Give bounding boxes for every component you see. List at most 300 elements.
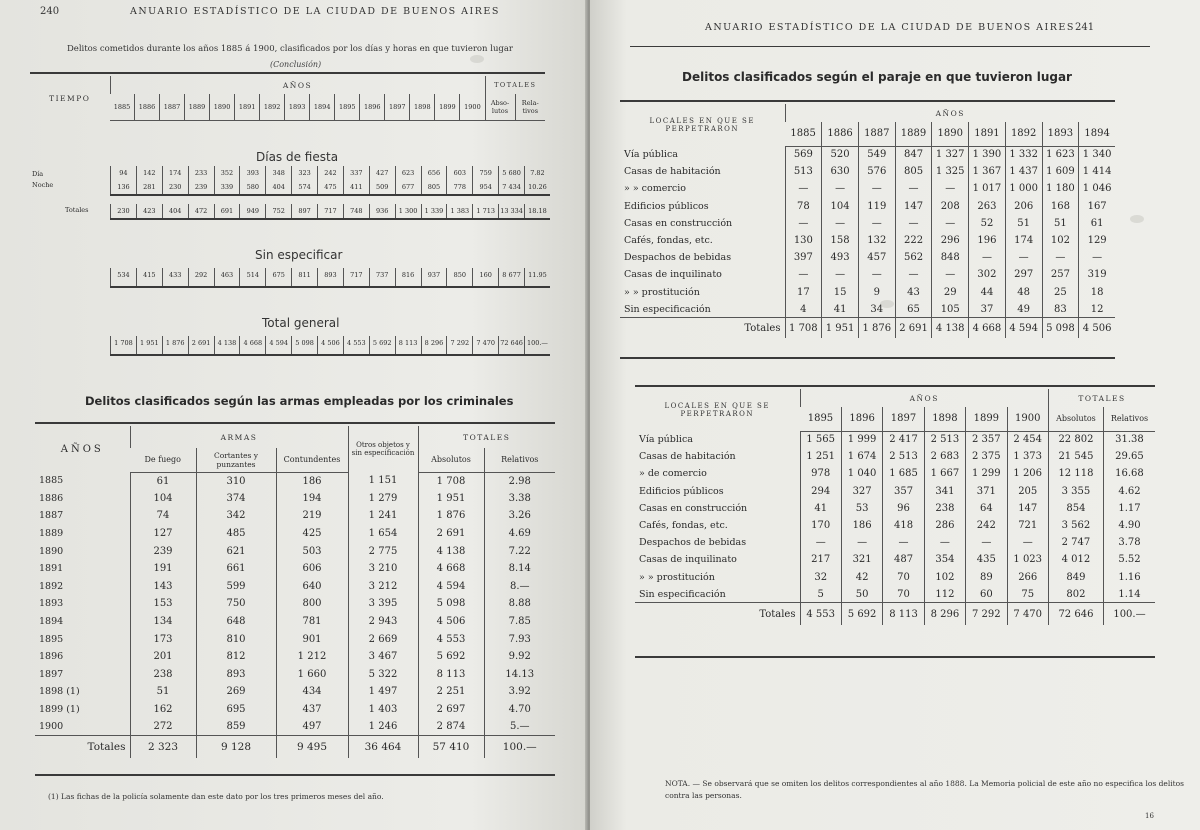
armas-cell-cont: 186 xyxy=(276,472,348,490)
table-cell: 4.62 xyxy=(1103,483,1155,500)
table-cell: — xyxy=(966,534,1007,551)
noche-cell: 778 xyxy=(446,180,472,194)
armas-cell-otros: 1 497 xyxy=(348,683,418,701)
table-cell: 2 375 xyxy=(966,448,1007,465)
table-cell: 2 417 xyxy=(883,431,924,448)
fiesta_totales-cell: 13 334 xyxy=(498,204,524,218)
armas-cell-rel: 8.88 xyxy=(484,595,555,613)
table-row xyxy=(35,718,555,736)
fiesta_totales-cell: 717 xyxy=(317,204,343,218)
table-cell: 3 355 xyxy=(1048,483,1103,500)
armas-cell-abs: 5 692 xyxy=(418,648,484,666)
year-header: 1887 xyxy=(159,94,184,120)
armas-cell-otros: 3 467 xyxy=(348,648,418,666)
table-row xyxy=(635,483,1155,500)
table-cell: 286 xyxy=(924,517,965,534)
table-cell: 206 xyxy=(1005,198,1042,215)
table-cell: 341 xyxy=(924,483,965,500)
table-cell: — xyxy=(785,215,822,232)
table-cell: 78 xyxy=(785,198,822,215)
table-cell: — xyxy=(895,266,932,283)
table-cell: 849 xyxy=(1048,569,1103,586)
table-cell: 5.52 xyxy=(1103,551,1155,568)
armas-totales-header: TOTALES xyxy=(418,426,555,448)
armas-cell-abs: 4 668 xyxy=(418,560,484,578)
table-cell: 397 xyxy=(785,249,822,266)
armas-cell-abs: 1 876 xyxy=(418,507,484,525)
year-header: 1899 xyxy=(966,407,1007,431)
table-row xyxy=(35,578,555,596)
armas-cell-cont: 194 xyxy=(276,490,348,508)
year-header: 1895 xyxy=(335,94,360,120)
relativos-header: Relativos xyxy=(1103,407,1155,431)
armas-cell-rel: 3.92 xyxy=(484,683,555,701)
dia-cell: 427 xyxy=(369,166,395,180)
armas-cell-otros: 5 322 xyxy=(348,666,418,684)
rule xyxy=(30,72,545,74)
dia-cell: 242 xyxy=(317,166,343,180)
table-cell: — xyxy=(800,534,841,551)
armas-cell-cort: 695 xyxy=(196,701,276,719)
sin-cell: 811 xyxy=(291,268,317,286)
table-cell: 3.78 xyxy=(1103,534,1155,551)
armas-cell-cort: 859 xyxy=(196,718,276,736)
table-cell: 4.90 xyxy=(1103,517,1155,534)
table-cell: 513 xyxy=(785,163,822,180)
armas-cell-cort: 750 xyxy=(196,595,276,613)
table-row xyxy=(620,180,1115,197)
table-cell: 75 xyxy=(1007,586,1048,603)
total-cell: 1 876 xyxy=(858,318,895,338)
table-cell: 297 xyxy=(1005,266,1042,283)
total-cell: 1 951 xyxy=(136,336,162,354)
table-cell: — xyxy=(924,534,965,551)
armas-cell-rel: 5.— xyxy=(484,718,555,736)
armas-cell-otros: 3 210 xyxy=(348,560,418,578)
year-label: 1900 xyxy=(39,721,64,733)
armas-cell-fuego: 239 xyxy=(130,542,196,560)
armas-cell-fuego: 104 xyxy=(130,490,196,508)
table-cell: 37 xyxy=(969,301,1006,318)
total-cell: 7 470 xyxy=(472,336,498,354)
table-cell: 12 xyxy=(1079,301,1115,318)
table-cell: 44 xyxy=(969,284,1006,301)
year-header: 1887 xyxy=(858,122,895,146)
table-cell: 1 180 xyxy=(1042,180,1079,197)
table-cell: 847 xyxy=(895,146,932,163)
year-header: 1890 xyxy=(932,122,969,146)
dia-cell: 142 xyxy=(136,166,162,180)
table-row xyxy=(635,500,1155,517)
place-label: Edificios públicos xyxy=(639,485,724,497)
year-label: 1895 xyxy=(39,633,64,645)
table-cell: 576 xyxy=(858,163,895,180)
total-cell: 7 470 xyxy=(1007,603,1048,625)
sin-cell: 160 xyxy=(472,268,498,286)
armas-cell-rel: 7.22 xyxy=(484,542,555,560)
armas-cell-abs: 4 553 xyxy=(418,630,484,648)
sin-cell: 433 xyxy=(162,268,188,286)
armas-cell-otros: 1 654 xyxy=(348,525,418,543)
fiesta_totales-cell: 936 xyxy=(369,204,395,218)
table-cell: 41 xyxy=(822,301,859,318)
rule xyxy=(635,656,1155,658)
year-label: 1898 (1) xyxy=(39,686,80,698)
armas-cell-cont: 1 212 xyxy=(276,648,348,666)
fiesta_totales-cell: 897 xyxy=(291,204,317,218)
armas-cell-cort: 648 xyxy=(196,613,276,631)
table-cell: 3 562 xyxy=(1048,517,1103,534)
year-header: 1899 xyxy=(435,94,460,120)
table-cell: 9 xyxy=(858,284,895,301)
table-caption: Delitos cometidos durante los años 1885 á 1900, clasificados por los días y horas en que tuvieron lugar xyxy=(66,44,513,54)
armas-total-relativos: 100.— xyxy=(484,736,555,758)
armas-header: ARMAS xyxy=(130,426,348,448)
table-cell: 266 xyxy=(1007,569,1048,586)
place-label: » » comercio xyxy=(624,183,686,195)
right-page xyxy=(590,0,1200,830)
armas-cell-otros: 2 943 xyxy=(348,613,418,631)
total-cell: 4 506 xyxy=(1079,318,1115,338)
place-label: Casas en construcción xyxy=(639,502,748,514)
armas-total-absolutos: 57 410 xyxy=(418,736,484,758)
armas-anos-header: AÑOS xyxy=(60,443,104,455)
place-label: Despachos de bebidas xyxy=(639,537,747,549)
anos-header: AÑOS xyxy=(110,76,485,94)
table-cell: 42 xyxy=(841,569,882,586)
table-row xyxy=(35,490,555,508)
place-label: » de comercio xyxy=(639,468,707,480)
noche-cell: 954 xyxy=(472,180,498,194)
table-cell: 5 xyxy=(800,586,841,603)
table-row xyxy=(35,560,555,578)
anos-header: AÑOS xyxy=(785,104,1115,122)
paraje-table-1 xyxy=(620,104,1115,338)
locales-header: LOCALES EN QUE SE PERPETRARON xyxy=(649,117,755,133)
armas-cell-cont: 437 xyxy=(276,701,348,719)
armas-cell-cort: 342 xyxy=(196,507,276,525)
armas-cell-abs: 2 697 xyxy=(418,701,484,719)
place-label: Sin especificación xyxy=(639,588,726,600)
table-cell: 186 xyxy=(841,517,882,534)
rule xyxy=(630,46,1150,47)
armas-cell-cort: 661 xyxy=(196,560,276,578)
armas-cell-rel: 8.14 xyxy=(484,560,555,578)
total-cell: 8 113 xyxy=(883,603,924,625)
armas-cell-rel: 7.85 xyxy=(484,613,555,631)
table-cell: 104 xyxy=(822,198,859,215)
year-header: 1898 xyxy=(924,407,965,431)
table-cell: 1 340 xyxy=(1079,146,1115,163)
year-header: 1900 xyxy=(460,94,485,120)
table-cell: 48 xyxy=(1005,284,1042,301)
noche-cell: 509 xyxy=(369,180,395,194)
table-cell: 1 327 xyxy=(932,146,969,163)
table-cell: 1 040 xyxy=(841,465,882,482)
table-cell: 65 xyxy=(895,301,932,318)
armas-cell-otros: 1 241 xyxy=(348,507,418,525)
table-row xyxy=(35,507,555,525)
year-header: 1896 xyxy=(360,94,385,120)
armas-cell-otros: 1 279 xyxy=(348,490,418,508)
table-cell: — xyxy=(895,215,932,232)
year-header: 1890 xyxy=(210,94,235,120)
totales-header: TOTALES xyxy=(485,76,545,94)
sin-cell: 514 xyxy=(239,268,265,286)
table-cell: 70 xyxy=(883,586,924,603)
noche-cell: 411 xyxy=(343,180,369,194)
fiesta_totales-cell: 1 339 xyxy=(421,204,447,218)
table-cell: 1 023 xyxy=(1007,551,1048,568)
year-header: 1894 xyxy=(310,94,335,120)
armas-cell-rel: 8.— xyxy=(484,578,555,596)
sin-cell: 737 xyxy=(369,268,395,286)
total-cell: 5 692 xyxy=(841,603,882,625)
table-cell: 1 299 xyxy=(966,465,1007,482)
armas-cell-abs: 4 138 xyxy=(418,542,484,560)
total-cell: 4 553 xyxy=(800,603,841,625)
table-cell: 493 xyxy=(822,249,859,266)
place-label: » » prostitución xyxy=(639,571,715,583)
table-cell: 102 xyxy=(1042,232,1079,249)
year-header: 1886 xyxy=(134,94,159,120)
armas-cell-abs: 4 594 xyxy=(418,578,484,596)
table-cell: 132 xyxy=(858,232,895,249)
armas-cell-cont: 497 xyxy=(276,718,348,736)
running-head: ANUARIO ESTADÍSTICO DE LA CIUDAD DE BUENOS AIRES xyxy=(130,6,500,17)
noche-cell: 7 434 xyxy=(498,180,524,194)
fiesta_totales-cell: 404 xyxy=(162,204,188,218)
relativos-header: Relativos xyxy=(484,448,555,472)
table-cell: 487 xyxy=(883,551,924,568)
armas-cell-cort: 374 xyxy=(196,490,276,508)
table-cell: 158 xyxy=(822,232,859,249)
year-label: 1890 xyxy=(39,545,64,557)
armas-totales-label: Totales xyxy=(35,736,130,758)
table-cell: 2 454 xyxy=(1007,431,1048,448)
table-row xyxy=(35,542,555,560)
armas-cell-cont: 219 xyxy=(276,507,348,525)
place-label: » » prostitución xyxy=(624,286,700,298)
armas-cell-rel: 7.93 xyxy=(484,630,555,648)
rule xyxy=(35,774,555,776)
table-cell: 321 xyxy=(841,551,882,568)
table-cell: 168 xyxy=(1042,198,1079,215)
noche-cell: 281 xyxy=(136,180,162,194)
total-cell: 1 708 xyxy=(785,318,822,338)
armas-cell-rel: 14.13 xyxy=(484,666,555,684)
total-cell: 72 646 xyxy=(1048,603,1103,625)
table-row xyxy=(620,266,1115,283)
armas-cell-cort: 310 xyxy=(196,472,276,490)
table-cell: — xyxy=(932,266,969,283)
nota: NOTA. — Se observará que se omiten los delitos correspondientes al año 1888. La Memoria policial de este año no especifica los delitos contra las personas. xyxy=(665,779,1185,800)
anos-header: AÑOS xyxy=(800,389,1048,407)
armas-cell-fuego: 173 xyxy=(130,630,196,648)
armas-cell-fuego: 74 xyxy=(130,507,196,525)
table-cell: 2 683 xyxy=(924,448,965,465)
page-number: 240 xyxy=(40,6,60,17)
sin-cell: 11.95 xyxy=(524,268,550,286)
noche-label: Noche xyxy=(32,181,54,189)
table-cell: 105 xyxy=(932,301,969,318)
year-header: 1885 xyxy=(110,94,134,120)
table-cell: 1 609 xyxy=(1042,163,1079,180)
table-cell: 1.16 xyxy=(1103,569,1155,586)
place-label: Edificios públicos xyxy=(624,200,709,212)
total-cell: 1 876 xyxy=(162,336,188,354)
year-header: 1897 xyxy=(883,407,924,431)
table-cell: 119 xyxy=(858,198,895,215)
paper-spot xyxy=(1130,215,1144,223)
table-cell: 41 xyxy=(800,500,841,517)
year-label: 1887 xyxy=(39,510,64,522)
year-header: 1892 xyxy=(1005,122,1042,146)
dia-cell: 337 xyxy=(343,166,369,180)
tiempo-header: TIEMPO xyxy=(49,93,91,103)
table-cell: — xyxy=(932,180,969,197)
year-header: 1893 xyxy=(285,94,310,120)
year-label: 1893 xyxy=(39,598,64,610)
armas-table xyxy=(35,426,555,758)
table-cell: 25 xyxy=(1042,284,1079,301)
noche-cell: 339 xyxy=(214,180,240,194)
table-cell: 60 xyxy=(966,586,1007,603)
fiesta_totales-cell: 230 xyxy=(110,204,136,218)
table-cell: 51 xyxy=(1005,215,1042,232)
fiesta_totales-cell: 1 383 xyxy=(446,204,472,218)
place-label: Casas en construcción xyxy=(624,217,733,229)
table-cell: 29.65 xyxy=(1103,448,1155,465)
armas-cell-cort: 812 xyxy=(196,648,276,666)
table-cell: 18 xyxy=(1079,284,1115,301)
armas-cell-fuego: 134 xyxy=(130,613,196,631)
total-cell: 5 098 xyxy=(291,336,317,354)
table-cell: 978 xyxy=(800,465,841,482)
total-cell: 7 292 xyxy=(966,603,1007,625)
table-cell: 52 xyxy=(969,215,1006,232)
table-row xyxy=(35,683,555,701)
table-row xyxy=(620,163,1115,180)
table-cell: 1 414 xyxy=(1079,163,1115,180)
table-row xyxy=(35,595,555,613)
noche-cell: 580 xyxy=(239,180,265,194)
armas-cell-otros: 1 151 xyxy=(348,472,418,490)
year-header: 1891 xyxy=(235,94,260,120)
table-cell: 129 xyxy=(1079,232,1115,249)
armas-cell-abs: 2 874 xyxy=(418,718,484,736)
table-cell: 457 xyxy=(858,249,895,266)
table-cell: — xyxy=(1079,249,1115,266)
table-row xyxy=(620,232,1115,249)
table-caption-sub: (Conclusión) xyxy=(270,60,322,69)
table-cell: 854 xyxy=(1048,500,1103,517)
total-cell: 4 138 xyxy=(932,318,969,338)
total-cell: 8 296 xyxy=(924,603,965,625)
table-cell: 549 xyxy=(858,146,895,163)
sin-cell: 292 xyxy=(188,268,214,286)
totales-label: Totales xyxy=(620,318,785,338)
sin-cell: 463 xyxy=(214,268,240,286)
table-cell: 167 xyxy=(1079,198,1115,215)
armas-cell-cort: 599 xyxy=(196,578,276,596)
table-cell: — xyxy=(1007,534,1048,551)
sin-cell: 675 xyxy=(265,268,291,286)
dia-cell: 393 xyxy=(239,166,265,180)
table-cell: 15 xyxy=(822,284,859,301)
total-general-row xyxy=(110,336,550,356)
armas-cell-rel: 2.98 xyxy=(484,472,555,490)
table-cell: 49 xyxy=(1005,301,1042,318)
armas-cell-otros: 3 395 xyxy=(348,595,418,613)
table-cell: 222 xyxy=(895,232,932,249)
fiesta_totales-cell: 472 xyxy=(188,204,214,218)
armas-cell-cort: 893 xyxy=(196,666,276,684)
armas-cell-fuego: 272 xyxy=(130,718,196,736)
total-cell: 100.— xyxy=(524,336,550,354)
table-cell: 1 437 xyxy=(1005,163,1042,180)
table-cell: 1 565 xyxy=(800,431,841,448)
noche-cell: 805 xyxy=(421,180,447,194)
table-cell: 1 000 xyxy=(1005,180,1042,197)
year-header: 1895 xyxy=(800,407,841,431)
armas-cell-fuego: 162 xyxy=(130,701,196,719)
cortantes-header: Cortantes y punzantes xyxy=(196,448,276,472)
armas-cell-cont: 901 xyxy=(276,630,348,648)
noche-cell: 230 xyxy=(162,180,188,194)
year-header: 1900 xyxy=(1007,407,1048,431)
armas-cell-cont: 434 xyxy=(276,683,348,701)
table-cell: — xyxy=(822,180,859,197)
table-cell: 130 xyxy=(785,232,822,249)
armas-cell-otros: 3 212 xyxy=(348,578,418,596)
dia-cell: 174 xyxy=(162,166,188,180)
table-row xyxy=(620,146,1115,163)
table-cell: 32 xyxy=(800,569,841,586)
table-cell: 1 017 xyxy=(969,180,1006,197)
total-cell: 4 506 xyxy=(317,336,343,354)
table-row xyxy=(35,525,555,543)
table-cell: 1 390 xyxy=(969,146,1006,163)
rel-header: Rela-tivos xyxy=(515,94,545,120)
armas-cell-cont: 1 660 xyxy=(276,666,348,684)
table-cell: 294 xyxy=(800,483,841,500)
table-cell: 61 xyxy=(1079,215,1115,232)
table-cell: 51 xyxy=(1042,215,1079,232)
page-number: 241 xyxy=(1075,22,1095,33)
year-header: 1894 xyxy=(1079,122,1115,146)
table-cell: 102 xyxy=(924,569,965,586)
noche-row xyxy=(110,180,550,196)
table-cell: 569 xyxy=(785,146,822,163)
year-header: 1885 xyxy=(785,122,822,146)
total-cell: 72 646 xyxy=(498,336,524,354)
table-cell: 238 xyxy=(924,500,965,517)
table-cell: 1 206 xyxy=(1007,465,1048,482)
table-row xyxy=(620,249,1115,266)
footnote: (1) Las fichas de la policía solamente dan este dato por los tres primeros meses del año. xyxy=(48,792,384,801)
section-total-general: Total general xyxy=(262,316,340,330)
year-header: 1898 xyxy=(410,94,435,120)
dia-cell: 656 xyxy=(421,166,447,180)
table-cell: — xyxy=(858,266,895,283)
table-cell: 170 xyxy=(800,517,841,534)
armas-cell-otros: 1 403 xyxy=(348,701,418,719)
total-cell: 4 668 xyxy=(239,336,265,354)
table-row xyxy=(35,472,555,490)
table-cell: 2 357 xyxy=(966,431,1007,448)
year-label: 1885 xyxy=(39,475,64,487)
